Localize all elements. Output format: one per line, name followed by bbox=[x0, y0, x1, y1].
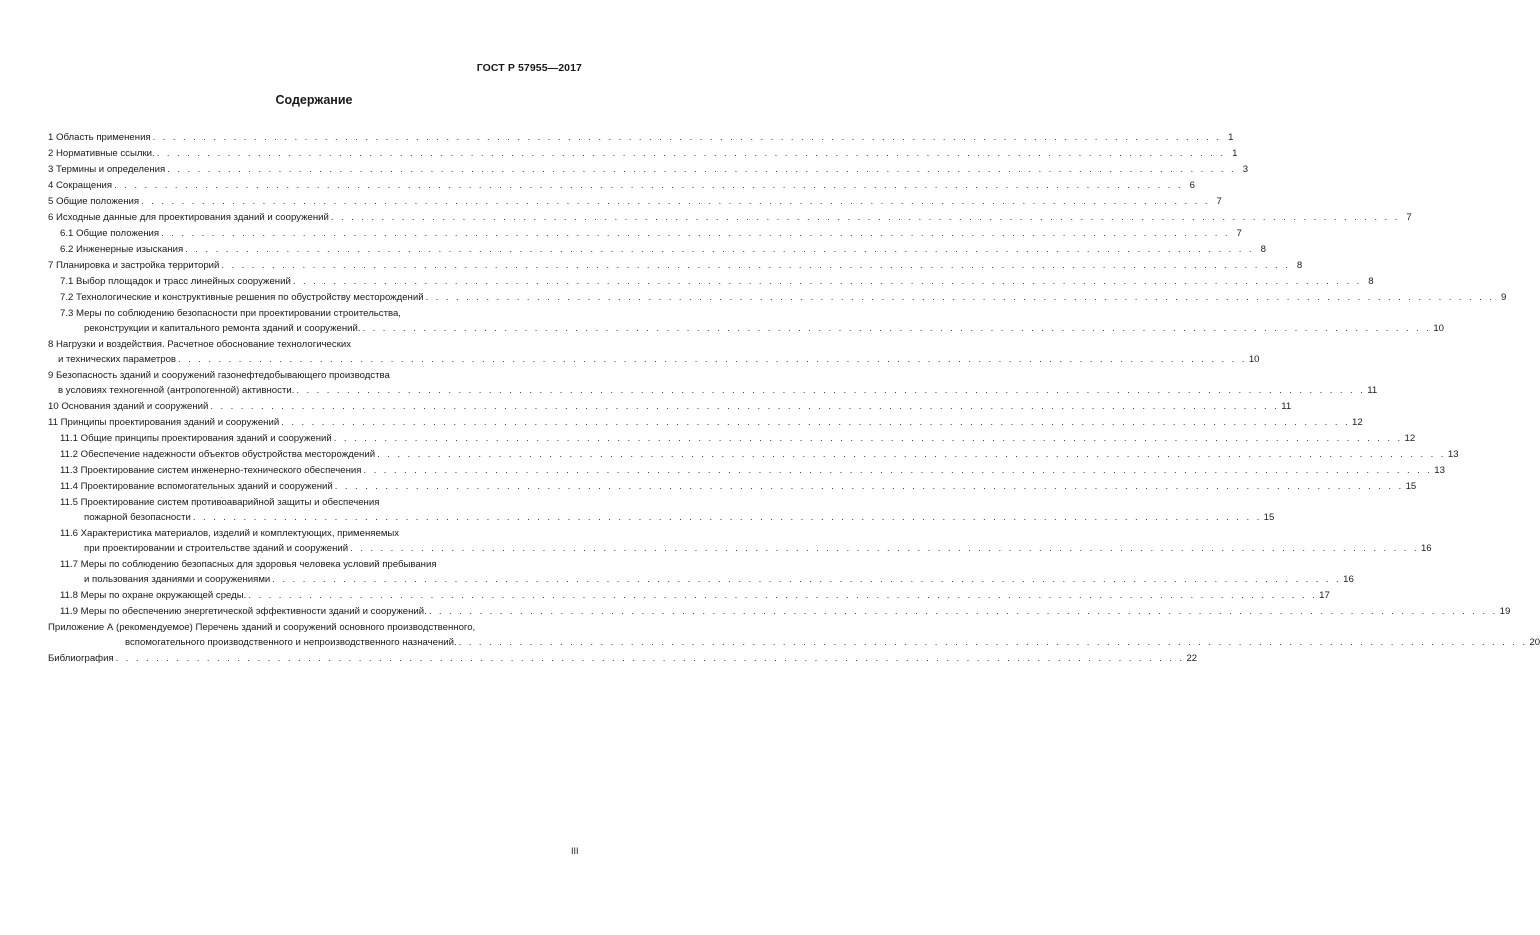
toc-entry-7-3[interactable] bbox=[48, 306, 1445, 336]
toc-entry-title: 2 Нормативные ссылки. bbox=[48, 148, 155, 159]
toc-entry-4[interactable] bbox=[48, 178, 1195, 193]
toc-entry-title: 11.6 Характеристика материалов, изделий и комплектующих, применяемых bbox=[60, 528, 400, 539]
leader-dots: . . . . . . . . . . . . . . . . . . . . . . . . . . . . . . . . . . . . . . . . . . . . . . . . . . . . . . . . . . . . . . . . . . . . . . . . . . . . . . . . . . . . . . . . . . . . . . . . . . . . . . . . . . bbox=[152, 132, 1222, 143]
toc-entry-title: 11.1 Общие принципы проектирования зданий и сооружений bbox=[60, 433, 332, 444]
toc-page-number: 16 bbox=[1343, 574, 1354, 585]
toc-entry-title-continued: и технических параметров bbox=[58, 354, 177, 365]
toc-entry-title-continued: пожарной безопасности bbox=[84, 512, 191, 523]
toc-page-number: 8 bbox=[1368, 276, 1374, 287]
toc-entry-title: 6 Исходные данные для проектирования зданий и сооружений bbox=[48, 212, 329, 223]
toc-page-number: 19 bbox=[1499, 606, 1511, 617]
toc-entry-title: Приложение А (рекомендуемое) Перечень зданий и сооружений основного производственного, bbox=[48, 622, 476, 633]
toc-entry-11[interactable] bbox=[48, 415, 1363, 430]
toc-page-number: 15 bbox=[1405, 481, 1417, 492]
toc-page-number: 6 bbox=[1189, 180, 1195, 191]
toc-entry-5[interactable] bbox=[48, 194, 1222, 209]
table-of-contents bbox=[48, 130, 1540, 666]
leader-dots: . . . . . . . . . . . . . . . . . . . . . . . . . . . . . . . . . . . . . . . . . . . . . . . . . . . . . . . . . . . . . . . . . . . . . . . . . . . . . . . . . . . . . . . . . . . . . . . . . . . . . . . . . . bbox=[141, 196, 1210, 207]
toc-entry-title: 7.1 Выбор площадок и трасс линейных сооружений bbox=[60, 276, 291, 287]
leader-dots: . . . . . . . . . . . . . . . . . . . . . . . . . . . . . . . . . . . . . . . . . . . . . . . . . . . . . . . . . . . . . . . . . . . . . . . . . . . . . . . . . . . . . . . . . . . . . . . . . . . . . . . . . . bbox=[333, 433, 1403, 444]
leader-dots: . . . . . . . . . . . . . . . . . . . . . . . . . . . . . . . . . . . . . . . . . . . . . . . . . . . . . . . . . . . . . . . . . . . . . . . . . . . . . . . . . . . . . . . . . . . . . . . . . . . . . . . . . . bbox=[185, 244, 1254, 255]
leader-dots: . . . . . . . . . . . . . . . . . . . . . . . . . . . . . . . . . . . . . . . . . . . . . . . . . . . . . . . . . . . . . . . . . . . . . . . . . . . . . . . . . . . . . . . . . . . . . . . . . . . . . . . . . . bbox=[350, 543, 1419, 554]
toc-entry-title-continued: в условиях техногенной (антропогенной) активности. bbox=[58, 385, 295, 396]
toc-entry-2[interactable] bbox=[48, 146, 1238, 161]
toc-page-number: 8 bbox=[1260, 244, 1266, 255]
leader-dots: . . . . . . . . . . . . . . . . . . . . . . . . . . . . . . . . . . . . . . . . . . . . . . . . . . . . . . . . . . . . . . . . . . . . . . . . . . . . . . . . . . . . . . . . . . . . . . . . . . . . . . . . . . bbox=[292, 276, 1362, 287]
toc-entry-title: 11.3 Проектирование систем инженерно-технического обеспечения bbox=[60, 465, 362, 476]
toc-entry-title: 1 Область применения bbox=[48, 132, 151, 143]
leader-dots: . . . . . . . . . . . . . . . . . . . . . . . . . . . . . . . . . . . . . . . . . . . . . . . . . . . . . . . . . . . . . . . . . . . . . . . . . . . . . . . . . . . . . . . . . . . . . . . . . . . . . . . . . . bbox=[192, 512, 1262, 523]
leader-dots: . . . . . . . . . . . . . . . . . . . . . . . . . . . . . . . . . . . . . . . . . . . . . . . . . . . . . . . . . . . . . . . . . . . . . . . . . . . . . . . . . . . . . . . . . . . . . . . . . . . . . . . . . . bbox=[362, 323, 1432, 334]
toc-entry-11-3[interactable] bbox=[48, 463, 1445, 478]
leader-dots: . . . . . . . . . . . . . . . . . . . . . . . . . . . . . . . . . . . . . . . . . . . . . . . . . . . . . . . . . . . . . . . . . . . . . . . . . . . . . . . . . . . . . . . . . . . . . . . . . . . . . . . . . . bbox=[248, 590, 1318, 601]
toc-entry-7-2[interactable] bbox=[48, 290, 1507, 305]
toc-page-number: 10 bbox=[1248, 354, 1260, 365]
leader-dots: . . . . . . . . . . . . . . . . . . . . . . . . . . . . . . . . . . . . . . . . . . . . . . . . . . . . . . . . . . . . . . . . . . . . . . . . . . . . . . . . . . . . . . . . . . . . . . . . . . . . . . . . . . bbox=[272, 574, 1342, 585]
toc-entry-11-6[interactable] bbox=[48, 526, 1432, 556]
leader-dots: . . . . . . . . . . . . . . . . . . . . . . . . . . . . . . . . . . . . . . . . . . . . . . . . . . . . . . . . . . . . . . . . . . . . . . . . . . . . . . . . . . . . . . . . . . . . . . . . . . . . . . . . . . bbox=[178, 354, 1247, 365]
leader-dots: . . . . . . . . . . . . . . . . . . . . . . . . . . . . . . . . . . . . . . . . . . . . . . . . . . . . . . . . . . . . . . . . . . . . . . . . . . . . . . . . . . . . . . . . . . . . . . . . . . . . . . . . . . bbox=[458, 637, 1528, 648]
toc-entry-appendix-a[interactable] bbox=[48, 620, 1540, 650]
toc-page-number: 7 bbox=[1216, 196, 1222, 207]
toc-entry-6[interactable] bbox=[48, 210, 1412, 225]
toc-entry-title: 9 Безопасность зданий и сооружений газонефтедобывающего производства bbox=[48, 370, 390, 381]
toc-entry-11-2[interactable] bbox=[48, 447, 1459, 462]
leader-dots: . . . . . . . . . . . . . . . . . . . . . . . . . . . . . . . . . . . . . . . . . . . . . . . . . . . . . . . . . . . . . . . . . . . . . . . . . . . . . . . . . . . . . . . . . . . . . . . . . . . . . . . . . . bbox=[377, 449, 1446, 460]
toc-entry-11-1[interactable] bbox=[48, 431, 1416, 446]
leader-dots: . . . . . . . . . . . . . . . . . . . . . . . . . . . . . . . . . . . . . . . . . . . . . . . . . . . . . . . . . . . . . . . . . . . . . . . . . . . . . . . . . . . . . . . . . . . . . . . . . . . . . . . . . . bbox=[115, 653, 1185, 664]
toc-entry-title-continued: вспомогательного производственного и непроизводственного назначений. bbox=[125, 637, 457, 648]
toc-entry-7-1[interactable] bbox=[48, 274, 1374, 289]
leader-dots: . . . . . . . . . . . . . . . . . . . . . . . . . . . . . . . . . . . . . . . . . . . . . . . . . . . . . . . . . . . . . . . . . . . . . . . . . . . . . . . . . . . . . . . . . . . . . . . . . . . . . . . . . . bbox=[281, 417, 1351, 428]
toc-page-number: 12 bbox=[1352, 417, 1363, 428]
toc-entry-title: 7.3 Меры по соблюдению безопасности при проектировании строительства, bbox=[60, 308, 401, 319]
document-code: ГОСТ Р 57955—2017 bbox=[476, 62, 582, 74]
leader-dots: . . . . . . . . . . . . . . . . . . . . . . . . . . . . . . . . . . . . . . . . . . . . . . . . . . . . . . . . . . . . . . . . . . . . . . . . . . . . . . . . . . . . . . . . . . . . . . . . . . . . . . . . . . bbox=[425, 292, 1495, 303]
leader-dots: . . . . . . . . . . . . . . . . . . . . . . . . . . . . . . . . . . . . . . . . . . . . . . . . . . . . . . . . . . . . . . . . . . . . . . . . . . . . . . . . . . . . . . . . . . . . . . . . . . . . . . . . . . bbox=[428, 606, 1498, 617]
leader-dots: . . . . . . . . . . . . . . . . . . . . . . . . . . . . . . . . . . . . . . . . . . . . . . . . . . . . . . . . . . . . . . . . . . . . . . . . . . . . . . . . . . . . . . . . . . . . . . . . . . . . . . . . . . bbox=[161, 228, 1230, 239]
toc-entry-title-continued: и пользования зданиями и сооружениями bbox=[84, 574, 271, 585]
toc-entry-11-5[interactable] bbox=[48, 495, 1275, 525]
toc-entry-6-2[interactable] bbox=[48, 242, 1266, 257]
toc-page-number: 7 bbox=[1236, 228, 1242, 239]
leader-dots: . . . . . . . . . . . . . . . . . . . . . . . . . . . . . . . . . . . . . . . . . . . . . . . . . . . . . . . . . . . . . . . . . . . . . . . . . . . . . . . . . . . . . . . . . . . . . . . . . . . . . . . . . . bbox=[296, 385, 1366, 396]
leader-dots: . . . . . . . . . . . . . . . . . . . . . . . . . . . . . . . . . . . . . . . . . . . . . . . . . . . . . . . . . . . . . . . . . . . . . . . . . . . . . . . . . . . . . . . . . . . . . . . . . . . . . . . . . . bbox=[210, 401, 1280, 412]
toc-entry-title: 5 Общие положения bbox=[48, 196, 140, 207]
leader-dots: . . . . . . . . . . . . . . . . . . . . . . . . . . . . . . . . . . . . . . . . . . . . . . . . . . . . . . . . . . . . . . . . . . . . . . . . . . . . . . . . . . . . . . . . . . . . . . . . . . . . . . . . . . bbox=[363, 465, 1433, 476]
toc-entry-7[interactable] bbox=[48, 258, 1303, 273]
toc-entry-title: 11.9 Меры по обеспечению энергетической эффективности зданий и сооружений. bbox=[60, 606, 427, 617]
leader-dots: . . . . . . . . . . . . . . . . . . . . . . . . . . . . . . . . . . . . . . . . . . . . . . . . . . . . . . . . . . . . . . . . . . . . . . . . . . . . . . . . . . . . . . . . . . . . . . . . . . . . . . . . . . bbox=[334, 481, 1404, 492]
toc-entry-title-continued: реконструкции и капитального ремонта зданий и сооружений. bbox=[84, 323, 361, 334]
toc-page-number: 8 bbox=[1296, 260, 1303, 271]
leader-dots: . . . . . . . . . . . . . . . . . . . . . . . . . . . . . . . . . . . . . . . . . . . . . . . . . . . . . . . . . . . . . . . . . . . . . . . . . . . . . . . . . . . . . . . . . . . . . . . . . . . . . . . . . . bbox=[114, 180, 1183, 191]
toc-entry-title: 11 Принципы проектирования зданий и сооружений bbox=[48, 417, 280, 428]
toc-entry-title: 11.2 Обеспечение надежности объектов обустройства месторождений bbox=[60, 449, 376, 460]
toc-page-number: 7 bbox=[1406, 212, 1412, 223]
toc-entry-11-4[interactable] bbox=[48, 479, 1417, 494]
toc-page-number: 20 bbox=[1529, 637, 1540, 648]
toc-entry-title: 11.7 Меры по соблюдению безопасных для здоровья человека условий пребывания bbox=[60, 559, 437, 570]
toc-entry-bibliography[interactable] bbox=[48, 651, 1198, 666]
toc-entry-title: 11.8 Меры по охране окружающей среды. bbox=[60, 590, 247, 601]
toc-entry-title: 8 Нагрузки и воздействия. Расчетное обоснование технологических bbox=[48, 339, 352, 350]
toc-entry-title: 3 Термины и определения bbox=[48, 164, 166, 175]
toc-entry-title: 10 Основания зданий и сооружений bbox=[48, 401, 209, 412]
toc-entry-1[interactable] bbox=[48, 130, 1234, 145]
toc-page-number: 12 bbox=[1404, 433, 1416, 444]
toc-entry-6-1[interactable] bbox=[48, 226, 1242, 241]
toc-entry-9[interactable] bbox=[48, 368, 1378, 398]
toc-entry-11-8[interactable] bbox=[48, 588, 1330, 603]
page-title: Содержание bbox=[275, 93, 353, 107]
toc-page-number: 22 bbox=[1186, 653, 1198, 664]
leader-dots: . . . . . . . . . . . . . . . . . . . . . . . . . . . . . . . . . . . . . . . . . . . . . . . . . . . . . . . . . . . . . . . . . . . . . . . . . . . . . . . . . . . . . . . . . . . . . . . . . . . . . . . . . . bbox=[221, 260, 1291, 271]
toc-entry-title-continued: при проектировании и строительстве зданий и сооружений bbox=[84, 543, 349, 554]
toc-entry-title: 4 Сокращения bbox=[48, 180, 113, 191]
toc-page-number: 17 bbox=[1319, 590, 1330, 601]
toc-entry-title: 6.1 Общие положения bbox=[60, 228, 160, 239]
toc-entry-title: 11.4 Проектирование вспомогательных зданий и сооружений bbox=[60, 481, 333, 492]
toc-page-number: 10 bbox=[1433, 323, 1445, 334]
leader-dots: . . . . . . . . . . . . . . . . . . . . . . . . . . . . . . . . . . . . . . . . . . . . . . . . . . . . . . . . . . . . . . . . . . . . . . . . . . . . . . . . . . . . . . . . . . . . . . . . . . . . . . . . . . bbox=[156, 148, 1226, 159]
page-number: III bbox=[571, 846, 579, 856]
toc-page-number: 1 bbox=[1228, 132, 1234, 143]
toc-page-number: 13 bbox=[1434, 465, 1445, 476]
toc-page-number: 1 bbox=[1232, 148, 1238, 159]
toc-page-number: 15 bbox=[1263, 512, 1275, 523]
toc-entry-title: Библиография bbox=[48, 653, 114, 664]
toc-entry-8[interactable] bbox=[48, 337, 1260, 367]
leader-dots: . . . . . . . . . . . . . . . . . . . . . . . . . . . . . . . . . . . . . . . . . . . . . . . . . . . . . . . . . . . . . . . . . . . . . . . . . . . . . . . . . . . . . . . . . . . . . . . . . . . . . . . . . . bbox=[167, 164, 1237, 175]
toc-entry-title: 11.5 Проектирование систем противоаварийной защиты и обеспечения bbox=[60, 497, 380, 508]
toc-entry-3[interactable] bbox=[48, 162, 1249, 177]
toc-page-number: 3 bbox=[1242, 164, 1249, 175]
toc-page-number: 11 bbox=[1367, 385, 1378, 396]
toc-entry-11-9[interactable] bbox=[48, 604, 1511, 619]
toc-page-number: 11 bbox=[1281, 401, 1292, 412]
toc-entry-title: 7 Планировка и застройка территорий bbox=[48, 260, 220, 271]
leader-dots: . . . . . . . . . . . . . . . . . . . . . . . . . . . . . . . . . . . . . . . . . . . . . . . . . . . . . . . . . . . . . . . . . . . . . . . . . . . . . . . . . . . . . . . . . . . . . . . . . . . . . . . . . . bbox=[330, 212, 1400, 223]
toc-page-number: 9 bbox=[1501, 292, 1507, 303]
toc-entry-title: 7.2 Технологические и конструктивные решения по обустройству месторождений bbox=[60, 292, 424, 303]
toc-page-number: 13 bbox=[1447, 449, 1459, 460]
toc-page-number: 16 bbox=[1420, 543, 1432, 554]
toc-entry-11-7[interactable] bbox=[48, 557, 1354, 587]
toc-entry-10[interactable] bbox=[48, 399, 1292, 414]
toc-entry-title: 6.2 Инженерные изыскания bbox=[60, 244, 184, 255]
